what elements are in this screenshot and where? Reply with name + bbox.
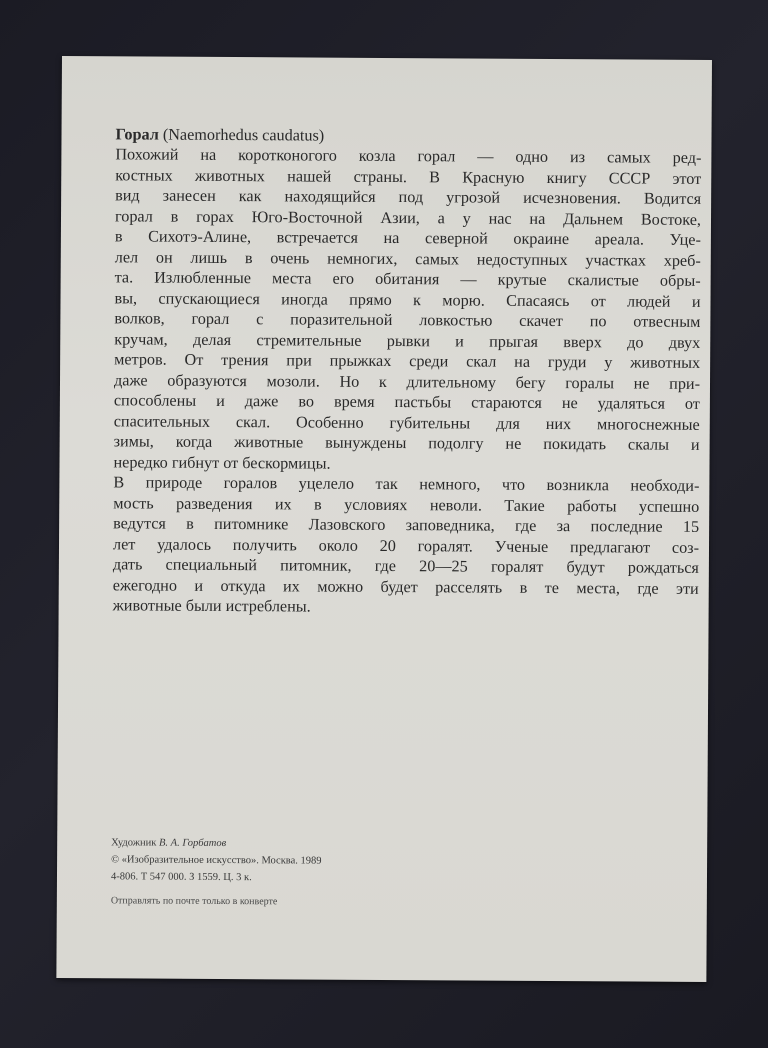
text-line: вид занесен как находящийся под угрозой исчезновения. Водится [115,186,702,208]
text-line: лет удалось получить около 20 горалят. Ученые предлагают соз- [112,534,700,557]
text-line: лел он лишь в очень немногих, самых недоступных участках хреб- [114,247,701,270]
text-line: ведутся в питомнике Лазовского заповедника, где за последние 15 [113,514,700,536]
text-line: зимы, когда животные вынуждены подолгу не покидать скалы и [113,432,700,454]
text-line: волков, горал с поразительной ловкостью скачет по отвесным [114,309,701,331]
print-info: 4-806. Т 547 000. З 1559. Ц. 3 к. [110,871,252,884]
text-line: нередко гибнут от бескормицы. [113,452,331,473]
species-name: Горал [115,125,159,144]
text-line: Похожий на коротконогого козла горал — одно из самых ред- [115,145,702,167]
artist-name: В. А. Горбатов [158,837,227,850]
text-line: мость разведения их в условиях неволи. Такие работы успешно [113,493,700,516]
paragraph [113,472,700,619]
text-line: дать специальный питомник, где 20—25 горалят будут рождаться [112,555,699,577]
species-latin-name: (Naemorhedus caudatus) [162,125,325,145]
text-line: в Сихотэ-Алине, встречается на северной окраине ареала. Уце- [114,227,701,249]
text-line: костных животных нашей страны. В Красную книгу СССР этот [115,165,702,188]
mail-note: Отправлять по почте только в конверте [110,895,278,908]
text-line: спасительных скал. Особенно губительны для них многоснежные [113,411,700,434]
text-line: горал в горах Юго-Восточной Азии, а у нас на Дальнем Востоке, [114,206,702,229]
text-line: даже образуются мозоли. Но к длительному бегу горалы не при- [113,370,701,393]
artist-label: Художник [111,837,157,849]
text-line: вы, спускающиеся иногда прямо к морю. Спасаясь от людей и [114,288,701,311]
text-line: метров. От трения при прыжках среди скал на груди у животных [114,350,701,372]
text-line: животные были истреблены. [112,596,311,616]
postcard-back [56,56,712,982]
publisher-credit: © «Изобразительное искусство». Москва. 1989 [111,854,322,867]
text-line: кручам, делая стремительные рывки и прыгая вверх до двух [114,329,701,352]
credits-block [111,834,322,886]
paragraph [113,144,701,476]
text-line: способлены и даже во время пастьбы стараются не удаляться от [113,391,700,413]
text-line: В природе горалов уцелело так немного, что возникла необходи- [113,473,700,495]
artist-credit [111,834,322,852]
text-line: та. Излюбленные места его обитания — крутые скалистые обры- [114,268,701,290]
description-block [113,124,702,619]
description-text [113,144,702,619]
text-line: ежегодно и откуда их можно будет расселять в те места, где эти [112,575,699,598]
